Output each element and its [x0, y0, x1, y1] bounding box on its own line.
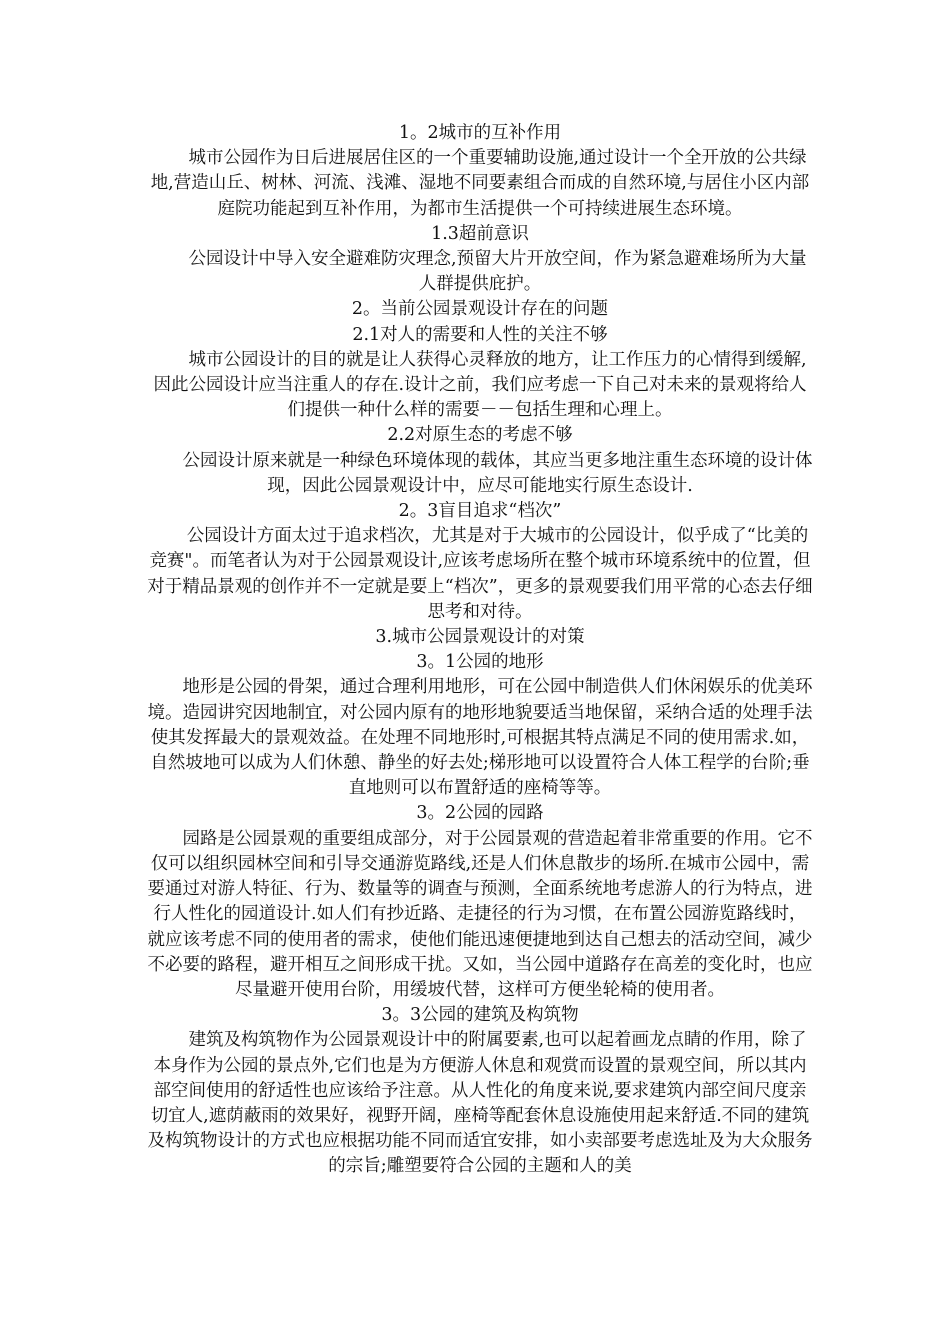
- section-heading-1-3: 1.3超前意识: [431, 223, 529, 244]
- section-heading-1-2: 1。2城市的互补作用: [398, 123, 562, 143]
- paragraph-3-3: 建筑及构筑物作为公园景观设计中的附属要素,也可以起着画龙点睛的作用，除了本身作为公园的景点外,它们也是为方便游人休息和观赏而设置的景观空间，所以其内部空间使用的舒适性也应该给予注意。从人性化的角度来说,要求建筑内部空间尺度亲切宜人,遮荫蔽雨的效果好，视野开阔，座椅等配套休息设施使用起来舒适.不同的建筑及构筑物设计的方式也应根据功能不同而适宜安排，如小卖部要考虑选址及为大众服务的宗旨;雕塑要符合公园的主题和人的美: [147, 1030, 813, 1177]
- section-heading-2-1: 2.1对人的需要和人性的关注不够: [352, 324, 608, 345]
- document-body: [145, 121, 815, 1180]
- section-heading-2: 2。当前公园景观设计存在的问题: [351, 299, 609, 320]
- section-heading-3: 3.城市公园景观设计的对策: [375, 627, 585, 648]
- paragraph-3-1: 地形是公园的骨架，通过合理利用地形，可在公园中制造供人们休闲娱乐的优美环境。造园讲究因地制宜，对公园内原有的地形地貌要适当地保留，采纳合适的处理手法使其发挥最大的景观效益。在处理不同地形时,可根据其特点满足不同的使用需求.如，自然坡地可以成为人们休憩、静坐的好去处;梯形地可以设置符合人体工程学的台阶;垂直地则可以布置舒适的座椅等等。: [147, 677, 813, 799]
- paragraph-2-2: 公园设计原来就是一种绿色环境体现的载体，其应当更多地注重生态环境的设计体现，因此公园景观设计中，应尽可能地实行原生态设计.: [182, 450, 813, 496]
- paragraph-2-1: 城市公园设计的目的就是让人获得心灵释放的地方，让工作压力的心情得到缓解,因此公园设计应当注重人的存在.设计之前，我们应考虑一下自己对未来的景观将给人们提供一种什么样的需要－－包括生理和心理上。: [153, 349, 807, 421]
- paragraph-1-2: 城市公园作为日后进展居住区的一个重要辅助设施,通过设计一个全开放的公共绿地,营造山丘、树林、河流、浅滩、湿地不同要素组合而成的自然环境,与居住小区内部庭院功能起到互补作用，为都市生活提供一个可持续进展生态环境。: [150, 148, 810, 219]
- section-heading-3-1: 3。1公园的地形: [416, 652, 544, 673]
- paragraph-1-3: 公园设计中导入安全避难防灾理念,预留大片开放空间，作为紧急避难场所为大量人群提供庇护。: [188, 249, 807, 295]
- section-heading-3-3: 3。3公园的建筑及构筑物: [381, 1005, 579, 1026]
- section-heading-3-2: 3。2公园的园路: [416, 803, 544, 824]
- section-heading-2-2: 2.2对原生态的考虑不够: [387, 425, 573, 446]
- paragraph-2-3: 公园设计方面太过于追求档次，尤其是对于大城市的公园设计，似乎成了“比美的竞赛"。而笔者认为对于公园景观设计,应该考虑场所在整个城市环境系统中的位置，但对于精品景观的创作并不一定就是要上“档次”，更多的景观要我们用平常的心态去仔细思考和对待。: [147, 526, 813, 622]
- section-heading-2-3: 2。3盲目追求“档次”: [398, 501, 562, 522]
- paragraph-3-2: 园路是公园景观的重要组成部分，对于公园景观的营造起着非常重要的作用。它不仅可以组织园林空间和引导交通游览路线,还是人们休息散步的场所.在城市公园中，需要通过对游人特征、行为、数量等的调查与预测，全面系统地考虑游人的行为特点，进行人性化的园道设计.如人们有抄近路、走捷径的行为习惯，在布置公园游览路线时，就应该考虑不同的使用者的需求，使他们能迅速便捷地到达自己想去的活动空间，减少不必要的路程，避开相互之间形成干扰。又如，当公园中道路存在高差的变化时，也应尽量避开使用台阶，用缓坡代替，这样可方便坐轮椅的使用者。: [147, 828, 813, 1000]
